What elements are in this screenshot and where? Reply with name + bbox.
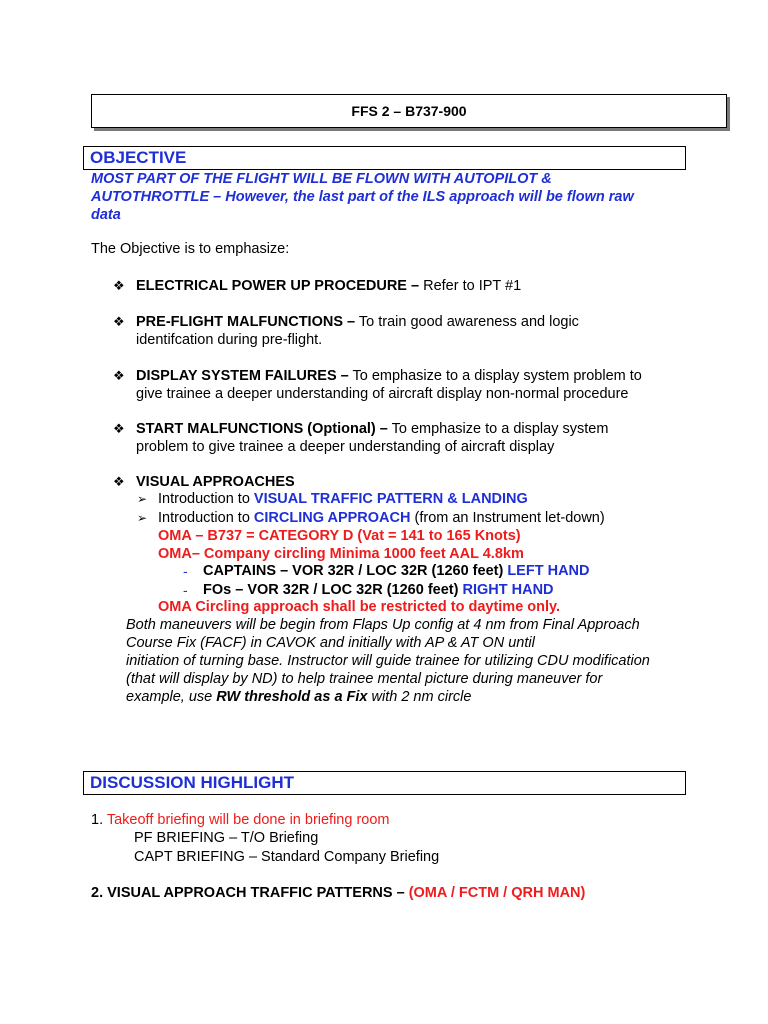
- diamond-bullet-icon: ❖: [113, 368, 125, 383]
- discussion-subitem: CAPT BRIEFING – Standard Company Briefing: [134, 849, 440, 865]
- diamond-bullet-icon: ❖: [113, 314, 125, 329]
- objective-item: PRE-FLIGHT MALFUNCTIONS – To train good awareness and logic: [136, 314, 579, 330]
- discussion-item: 1. Takeoff briefing will be done in briefing room: [91, 812, 390, 828]
- visual-subitem: Introduction to VISUAL TRAFFIC PATTERN & LANDING: [158, 491, 528, 507]
- document-title: FFS 2 – B737-900: [91, 94, 727, 128]
- visual-approaches-heading: VISUAL APPROACHES: [136, 474, 295, 490]
- diamond-bullet-icon: ❖: [113, 474, 125, 489]
- objective-heading: OBJECTIVE: [83, 146, 686, 170]
- objective-item: ELECTRICAL POWER UP PROCEDURE – Refer to IPT #1: [136, 278, 522, 294]
- objective-item: DISPLAY SYSTEM FAILURES – To emphasize to a display system problem to: [136, 368, 642, 384]
- diamond-bullet-icon: ❖: [113, 278, 125, 293]
- objective-item-continuation: problem to give trainee a deeper understanding of aircraft display: [136, 439, 555, 455]
- captains-minima-line: CAPTAINS – VOR 32R / LOC 32R (1260 feet) LEFT HAND: [203, 563, 590, 579]
- objective-note-line: MOST PART OF THE FLIGHT WILL BE FLOWN WITH AUTOPILOT &: [91, 171, 552, 187]
- objective-intro: The Objective is to emphasize:: [91, 241, 290, 257]
- maneuver-paragraph-line: Course Fix (FACF) in CAVOK and initially with AP & AT ON until: [126, 635, 535, 651]
- discussion-item: 2. VISUAL APPROACH TRAFFIC PATTERNS – (OMA / FCTM / QRH MAN): [91, 885, 586, 901]
- maneuver-paragraph-line: (that will display by ND) to help trainee mental picture during maneuver for: [126, 671, 603, 687]
- maneuver-paragraph-line: Both maneuvers will be begin from Flaps Up config at 4 nm from Final Approach: [126, 617, 640, 633]
- arrow-bullet-icon: ➢: [137, 492, 148, 506]
- oma-category-line: OMA – B737 = CATEGORY D (Vat = 141 to 165 Knots): [158, 528, 521, 544]
- oma-daytime-line: OMA Circling approach shall be restricted to daytime only.: [158, 599, 561, 615]
- discussion-subitem: PF BRIEFING – T/O Briefing: [134, 830, 319, 846]
- objective-item-continuation: give trainee a deeper understanding of aircraft display non-normal procedure: [136, 386, 629, 402]
- maneuver-paragraph-line: initiation of turning base. Instructor will guide trainee for utilizing CDU modification: [126, 653, 650, 669]
- visual-subitem: Introduction to CIRCLING APPROACH (from an Instrument let-down): [158, 510, 605, 526]
- dash-bullet-icon: -: [183, 582, 188, 598]
- objective-note-line: data: [91, 207, 121, 223]
- objective-note-line: AUTOTHROTTLE – However, the last part of the ILS approach will be flown raw: [91, 189, 634, 205]
- oma-minima-line: OMA– Company circling Minima 1000 feet AAL 4.8km: [158, 546, 524, 562]
- diamond-bullet-icon: ❖: [113, 421, 125, 436]
- discussion-heading: DISCUSSION HIGHLIGHT: [83, 771, 686, 795]
- arrow-bullet-icon: ➢: [137, 511, 148, 525]
- fos-minima-line: FOs – VOR 32R / LOC 32R (1260 feet) RIGHT HAND: [203, 582, 554, 598]
- objective-item: START MALFUNCTIONS (Optional) – To emphasize to a display system: [136, 421, 609, 437]
- dash-bullet-icon: -: [183, 563, 188, 579]
- objective-item-continuation: identifcation during pre-flight.: [136, 332, 323, 348]
- maneuver-paragraph-line: example, use RW threshold as a Fix with 2 nm circle: [126, 689, 472, 705]
